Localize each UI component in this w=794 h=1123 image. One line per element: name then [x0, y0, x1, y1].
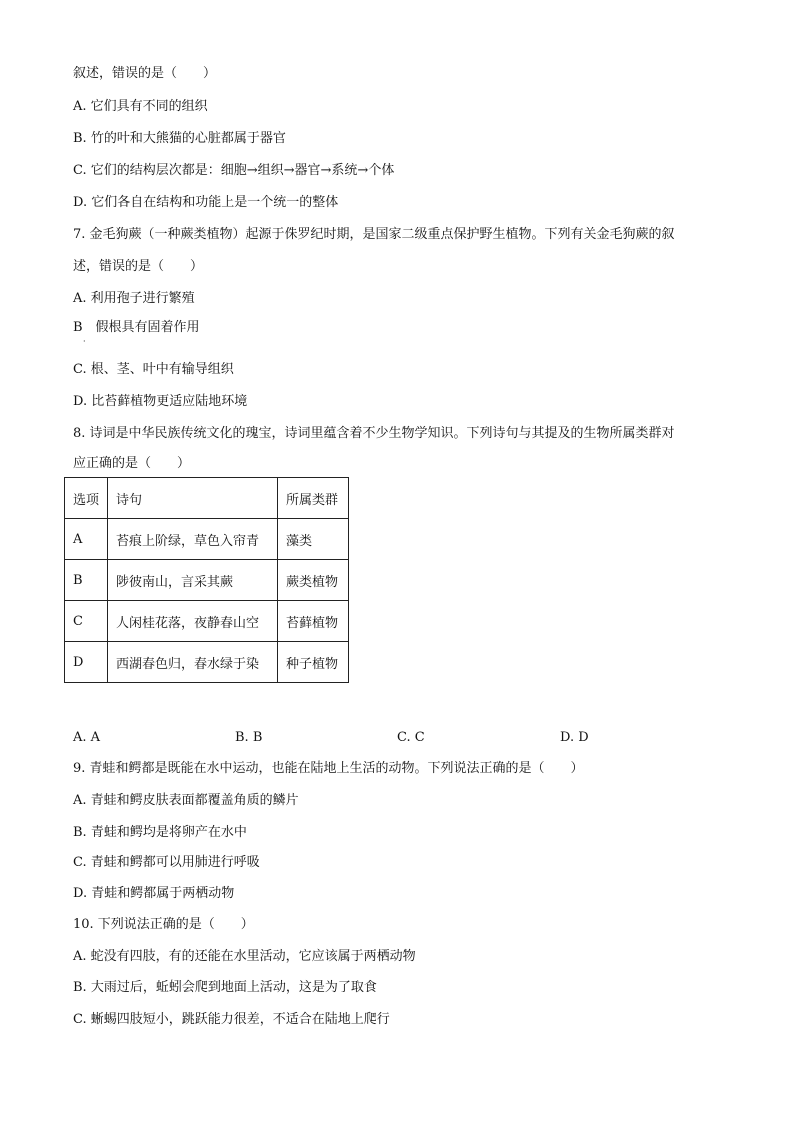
table-cell: 蕨类植物 — [278, 560, 349, 601]
q6-option-d: D. 它们各自在结构和功能上是一个统一的整体 — [73, 195, 339, 210]
table-row — [65, 642, 349, 683]
q7-option-a: A. 利用孢子进行繁殖 — [73, 291, 195, 306]
table-cell: D — [65, 642, 108, 683]
q10-option-a: A. 蛇没有四肢，有的还能在水里活动，它应该属于两栖动物 — [73, 949, 416, 964]
q9-option-a: A. 青蛙和鳄皮肤表面都覆盖角质的鳞片 — [73, 793, 299, 808]
q10-stem: 10. 下列说法正确的是（ ） — [73, 917, 254, 932]
q6-option-a: A. 它们具有不同的组织 — [73, 99, 208, 114]
q6-option-c: C. 它们的结构层次都是：细胞→组织→器官→系统→个体 — [73, 163, 395, 178]
q7-stem-line1: 7. 金毛狗蕨（一种蕨类植物）起源于侏罗纪时期，是国家二级重点保护野生植物。下列有关金毛狗蕨的叙 — [73, 227, 675, 242]
q8-stem-line1: 8. 诗词是中华民族传统文化的瑰宝，诗词里蕴含着不少生物学知识。下列诗句与其提及的生物所属类群对 — [73, 426, 675, 441]
table-cell: 种子植物 — [278, 642, 349, 683]
table-cell: 人闲桂花落，夜静春山空 — [108, 601, 278, 642]
table-cell: A — [65, 519, 108, 560]
table-cell: 陟彼南山，言采其蕨 — [108, 560, 278, 601]
q6-option-b: B. 竹的叶和大熊猫的心脏都属于器官 — [73, 131, 286, 146]
table-row — [65, 519, 349, 560]
stray-mark: · — [83, 337, 86, 346]
q6-stem-tail: 叙述，错误的是（ ） — [73, 66, 217, 81]
q8-option-c: C. C — [397, 730, 425, 745]
table-header-cell: 诗句 — [108, 478, 278, 519]
table-row — [65, 601, 349, 642]
table-header-row — [65, 478, 349, 519]
table-header-cell: 选项 — [65, 478, 108, 519]
q8-stem-line2: 应正确的是（ ） — [73, 456, 191, 471]
q9-option-b: B. 青蛙和鳄均是将卵产在水中 — [73, 825, 247, 840]
table-cell: 西湖春色归，春水绿于染 — [108, 642, 278, 683]
table-row — [65, 560, 349, 601]
q10-option-c: C. 蜥蜴四肢短小，跳跃能力很差，不适合在陆地上爬行 — [73, 1012, 390, 1027]
table-cell: 藻类 — [278, 519, 349, 560]
q9-option-d: D. 青蛙和鳄都属于两栖动物 — [73, 886, 235, 901]
table-header-cell: 所属类群 — [278, 478, 349, 519]
q7-stem-line2: 述，错误的是（ ） — [73, 259, 204, 274]
q9-option-c: C. 青蛙和鳄都可以用肺进行呼吸 — [73, 855, 260, 870]
q8-table — [64, 477, 349, 683]
table-cell: C — [65, 601, 108, 642]
table-cell: 苔藓植物 — [278, 601, 349, 642]
q7-option-d: D. 比苔藓植物更适应陆地环境 — [73, 394, 248, 409]
q8-option-a: A. A — [73, 730, 101, 745]
q9-stem: 9. 青蛙和鳄都是既能在水中运动，也能在陆地上生活的动物。下列说法正确的是（ ） — [73, 761, 584, 776]
q8-option-b: B. B — [235, 730, 263, 745]
table-cell: B — [65, 560, 108, 601]
q8-option-d: D. D — [560, 730, 589, 745]
table-cell: 苔痕上阶绿，草色入帘青 — [108, 519, 278, 560]
q10-option-b: B. 大雨过后，蚯蚓会爬到地面上活动，这是为了取食 — [73, 980, 377, 995]
q7-option-b: B 假根具有固着作用 — [73, 320, 200, 335]
q7-option-c: C. 根、茎、叶中有输导组织 — [73, 362, 234, 377]
